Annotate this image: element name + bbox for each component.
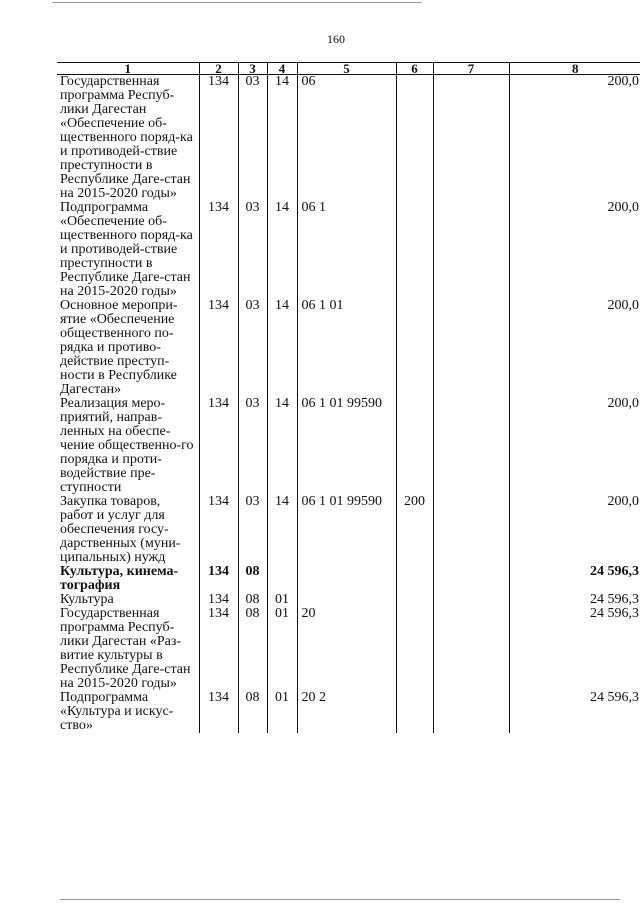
cell-expense-type	[396, 607, 433, 691]
cell-col7	[433, 299, 509, 397]
cell-amount: 200,0	[509, 495, 640, 565]
cell-col7	[433, 691, 509, 733]
cell-subsection: 14	[267, 201, 297, 299]
cell-subsection: 14	[267, 299, 297, 397]
cell-subsection: 01	[267, 691, 297, 733]
cell-ministry: 134	[199, 607, 238, 691]
cell-expense-type	[396, 299, 433, 397]
column-header: 3	[238, 63, 267, 75]
table-row	[57, 593, 640, 607]
column-header: 6	[396, 63, 433, 75]
cell-amount: 24 596,3	[509, 565, 640, 593]
cell-col7	[433, 75, 509, 202]
cell-col7	[433, 201, 509, 299]
table-row	[57, 201, 640, 299]
cell-ministry: 134	[199, 565, 238, 593]
cell-amount: 200,0	[509, 397, 640, 495]
scan-edge-top	[52, 2, 422, 3]
column-number-row	[57, 63, 640, 75]
column-header: 1	[57, 63, 199, 75]
column-header: 4	[267, 63, 297, 75]
row-name: Государственная программа Респуб-лики Дагестан «Обеспечение об-щественного поряд-ка и противодей-ствие преступности в Республике Даге-стан на 2015-2020 годы»	[60, 74, 193, 201]
cell-section: 03	[238, 201, 267, 299]
column-header: 5	[297, 63, 396, 75]
cell-col7	[433, 397, 509, 495]
row-name: Закупка товаров, работ и услуг для обеспечения госу-дарственных (муни-ципальных) нужд	[60, 494, 181, 565]
cell-subsection: 01	[267, 593, 297, 607]
cell-expense-type	[396, 75, 433, 202]
cell-ministry: 134	[199, 75, 238, 202]
cell-section: 03	[238, 299, 267, 397]
cell-amount: 24 596,3	[509, 607, 640, 691]
table-row	[57, 495, 640, 565]
cell-section: 08	[238, 593, 267, 607]
table-row	[57, 565, 640, 593]
cell-col7	[433, 495, 509, 565]
cell-expense-type	[396, 691, 433, 733]
row-name: Реализация меро-приятий, направ-ленных на обеспе-чение общественно-го порядка и проти-водействие пре-ступности	[60, 396, 194, 495]
cell-subsection: 14	[267, 397, 297, 495]
cell-expense-type	[396, 397, 433, 495]
cell-target-article: 06 1 01 99590	[297, 495, 396, 565]
scan-edge-bottom	[60, 899, 620, 900]
cell-col7	[433, 607, 509, 691]
cell-ministry: 134	[199, 397, 238, 495]
cell-target-article: 20 2	[297, 691, 396, 733]
row-name: Государственная программа Респуб-лики Дагестан «Раз-витие культуры в Республике Даге-стан на 2015-2020 годы»	[60, 606, 191, 691]
cell-target-article: 06	[297, 75, 396, 202]
table-row	[57, 75, 640, 202]
cell-target-article: 06 1	[297, 201, 396, 299]
cell-expense-type: 200	[396, 495, 433, 565]
table-row	[57, 299, 640, 397]
column-header: 7	[433, 63, 509, 75]
cell-ministry: 134	[199, 691, 238, 733]
page-number: 160	[327, 32, 345, 46]
cell-ministry: 134	[199, 299, 238, 397]
cell-amount: 200,0	[509, 75, 640, 202]
cell-subsection: 14	[267, 495, 297, 565]
cell-subsection: 14	[267, 75, 297, 202]
row-name: Основное меропри-ятие «Обеспечение общественного по-рядка и противо-действие преступ-ности в Республике Дагестан»	[60, 298, 178, 397]
table-row	[57, 607, 640, 691]
row-name: Подпрограмма «Культура и искус-ство»	[60, 690, 174, 733]
cell-target-article: 20	[297, 607, 396, 691]
table-row	[57, 397, 640, 495]
cell-section: 08	[238, 607, 267, 691]
cell-subsection: 01	[267, 607, 297, 691]
cell-ministry: 134	[199, 201, 238, 299]
cell-ministry: 134	[199, 593, 238, 607]
cell-col7	[433, 593, 509, 607]
cell-section: 08	[238, 565, 267, 593]
cell-ministry: 134	[199, 495, 238, 565]
cell-target-article: 06 1 01 99590	[297, 397, 396, 495]
cell-target-article: 06 1 01	[297, 299, 396, 397]
cell-target-article	[297, 565, 396, 593]
column-header: 2	[199, 63, 238, 75]
cell-subsection	[267, 565, 297, 593]
cell-col7	[433, 565, 509, 593]
row-name: Подпрограмма «Обеспечение об-щественного поряд-ка и противодей-ствие преступности в Республике Даге-стан на 2015-2020 годы»	[60, 200, 193, 299]
cell-expense-type	[396, 201, 433, 299]
cell-amount: 200,0	[509, 201, 640, 299]
cell-target-article	[297, 593, 396, 607]
cell-expense-type	[396, 593, 433, 607]
cell-section: 03	[238, 397, 267, 495]
row-name: Культура	[60, 592, 114, 607]
row-name: Культура, кинема-тография	[60, 564, 179, 593]
budget-table	[57, 62, 640, 733]
cell-section: 03	[238, 495, 267, 565]
cell-amount: 24 596,3	[509, 593, 640, 607]
cell-amount: 200,0	[509, 299, 640, 397]
cell-expense-type	[396, 565, 433, 593]
cell-section: 03	[238, 75, 267, 202]
table-row	[57, 691, 640, 733]
column-header: 8	[509, 63, 640, 75]
cell-amount: 24 596,3	[509, 691, 640, 733]
cell-section: 08	[238, 691, 267, 733]
